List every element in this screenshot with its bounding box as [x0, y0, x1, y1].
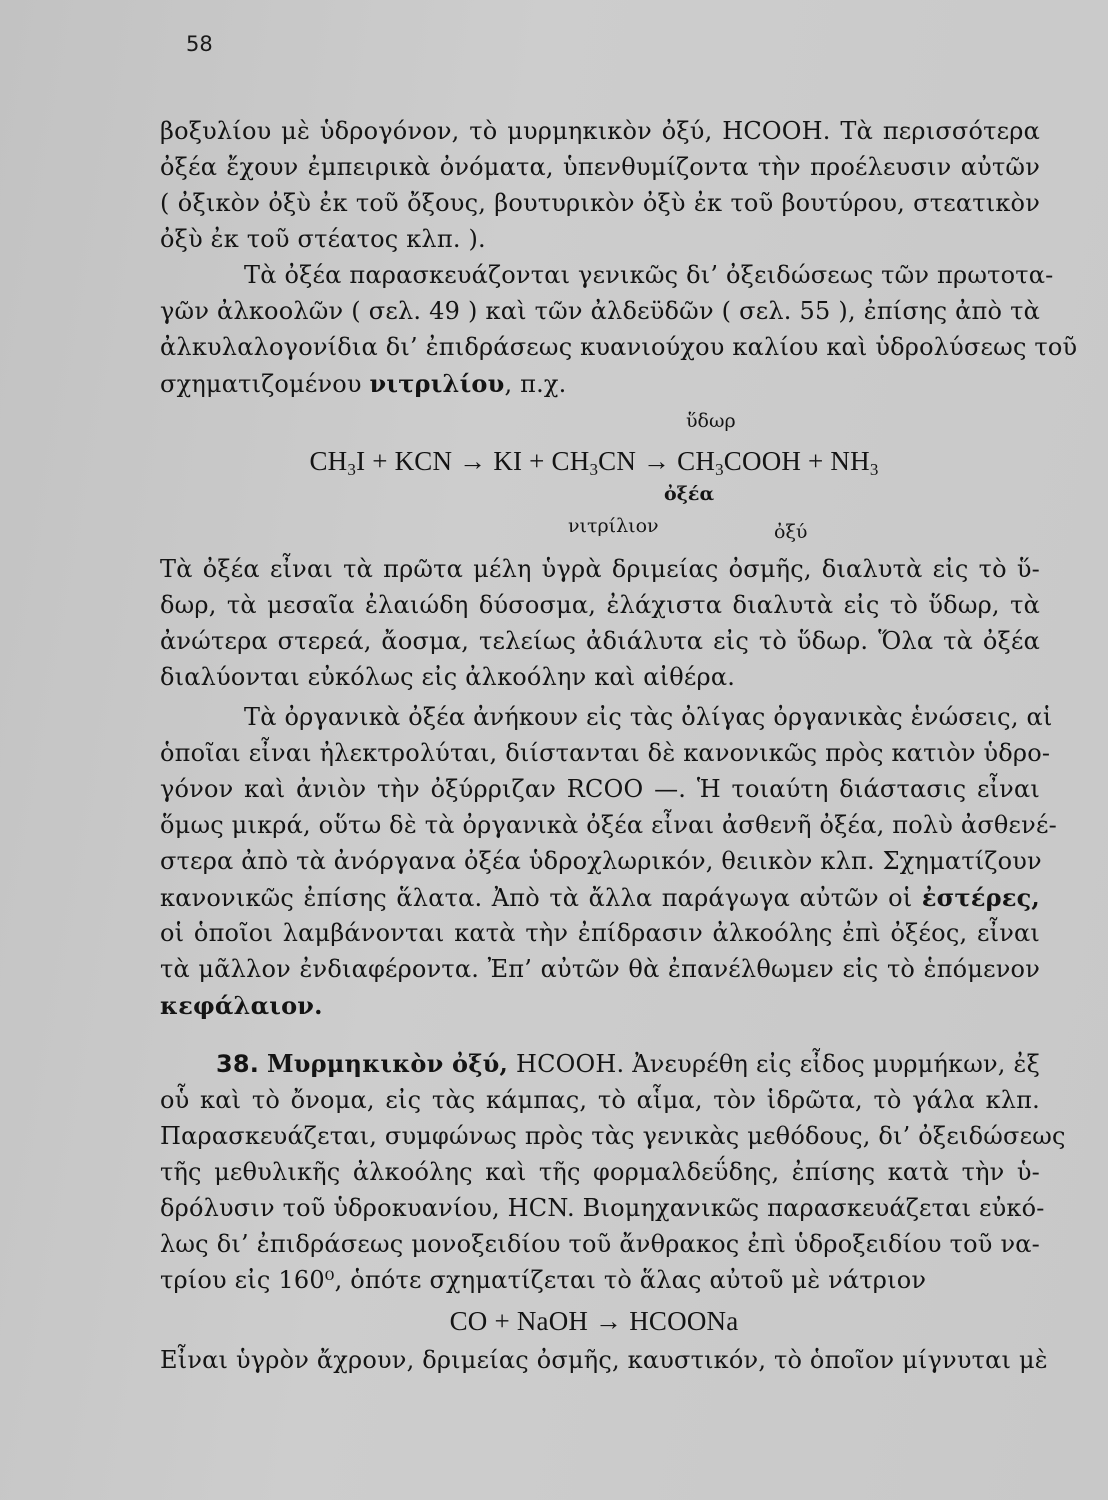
- equation-label-water: ὕδωρ: [686, 410, 736, 432]
- text-line: σχηματιζομένου νιτριλίου, π.χ.: [160, 369, 567, 398]
- equation-label-acid: ὀξύ: [774, 521, 808, 543]
- text-line: ὀξὺ ἐκ τοῦ στέατος κλπ. ).: [160, 225, 486, 253]
- term-nitrile: νιτριλίου: [369, 369, 505, 398]
- text-line: ὀξέα ἔχουν ἐμπειρικὰ ὀνόματα, ὑπενθυμίζοντα τὴν προέλευσιν αὐτῶν: [160, 153, 1040, 181]
- text-line: οἱ ὁποῖοι λαμβάνονται κατὰ τὴν ἐπίδρασιν ἀλκοόλης ἐπὶ ὀξέος, εἶναι: [160, 919, 1040, 947]
- text-line: διαλύονται εὐκόλως εἰς ἀλκοόλην καὶ αἰθέρα.: [160, 663, 736, 691]
- text-line: ἀνώτερα στερεά, ἄοσμα, τελείως ἀδιάλυτα εἰς τὸ ὕδωρ. Ὅλα τὰ ὀξέα: [160, 627, 1040, 655]
- text-line: οὗ καὶ τὸ ὄνομα, εἰς τὰς κάμπας, τὸ αἷμα, τὸν ἱδρῶτα, τὸ γάλα κλπ.: [160, 1086, 1040, 1114]
- equation-label-nitrile: νιτρίλιον: [568, 515, 659, 537]
- section-number: 38.: [216, 1050, 260, 1078]
- text-line: ὅμως μικρά, οὕτω δὲ τὰ ὀργανικὰ ὀξέα εἶναι ἀσθενῆ ὀξέα, πολὺ ἀσθενέ-: [160, 811, 1057, 839]
- text-line: κανονικῶς ἐπίσης ἅλατα. Ἀπὸ τὰ ἄλλα παράγωγα αὐτῶν οἱ ἐστέρες,: [160, 883, 1040, 912]
- text-line: γῶν ἀλκοολῶν ( σελ. 49 ) καὶ τῶν ἀλδεϋδῶν ( σελ. 55 ), ἐπίσης ἀπὸ τὰ: [160, 297, 1040, 325]
- text-line: δωρ, τὰ μεσαῖα ἐλαιώδη δύσοσμα, ἐλάχιστα διαλυτὰ εἰς τὸ ὕδωρ, τὰ: [160, 591, 1040, 619]
- text-line: βοξυλίου μὲ ὑδρογόνον, τὸ μυρμηκικὸν ὀξύ, HCOOH. Τὰ περισσότερα: [160, 117, 1040, 145]
- text-line: στερα ἀπὸ τὰ ἀνόργανα ὀξέα ὑδροχλωρικόν, θειικὸν κλπ. Σχηματίζουν: [160, 847, 1042, 875]
- text-line: τὰ μᾶλλον ἐνδιαφέροντα. Ἐπ’ αὐτῶν θὰ ἐπανέλθωμεν εἰς τὸ ἑπόμενον: [160, 955, 1040, 983]
- text-line: ὁποῖαι εἶναι ἠλεκτρολύται, διίστανται δὲ κανονικῶς πρὸς κατιὸν ὑδρο-: [160, 739, 1051, 767]
- text-line: Τὰ ὀργανικὰ ὀξέα ἀνήκουν εἰς τὰς ὀλίγας ὀργανικὰς ἑνώσεις, αἱ: [244, 703, 1053, 731]
- chemical-equation-1: $CH_3I$ + KCN → KI + $CH_3CN$ → $CH_3COOH + NH_3$: [309, 446, 879, 479]
- text-line: δρόλυσιν τοῦ ὑδροκυανίου, HCN. Βιομηχανικῶς παρασκευάζεται εὐκό-: [160, 1194, 1045, 1222]
- text-line: Εἶναι ὑγρὸν ἄχρουν, δριμείας ὀσμῆς, καυστικόν, τὸ ὁποῖον μίγνυται μὲ: [160, 1346, 1048, 1374]
- page-number: 58: [186, 32, 213, 56]
- term-esters: ἐστέρες,: [921, 883, 1040, 912]
- section-heading: 38. Μυρμηκικὸν ὀξύ, HCOOH. Ἀνευρέθη εἰς εἶδος μυρμήκων, ἐξ: [216, 1049, 1040, 1078]
- text-line: κεφάλαιον.: [160, 991, 323, 1020]
- text-line: γόνον καὶ ἀνιὸν τὴν ὀξύρριζαν RCOO —. Ἡ τοιαύτη διάστασις εἶναι: [160, 775, 1040, 803]
- text-line: τῆς μεθυλικῆς ἀλκοόλης καὶ τῆς φορμαλδεΰδης, ἐπίσης κατὰ τὴν ὑ-: [160, 1158, 1040, 1186]
- text-line: Παρασκευάζεται, συμφώνως πρὸς τὰς γενικὰς μεθόδους, δι’ ὀξειδώσεως: [160, 1122, 1066, 1150]
- text-line: ἀλκυλαλογονίδια δι’ ἐπιδράσεως κυανιούχου καλίου καὶ ὑδρολύσεως τοῦ: [160, 333, 1078, 361]
- chemical-equation-2: CO + NaOH → HCOONa: [449, 1306, 739, 1336]
- text-line: Τὰ ὀξέα παρασκευάζονται γενικῶς δι’ ὀξειδώσεως τῶν πρωτοτα-: [244, 261, 1054, 289]
- equation-label-acids: ὀξέα: [664, 483, 715, 505]
- text-line: ( ὀξικὸν ὀξὺ ἐκ τοῦ ὄξους, βουτυρικὸν ὀξὺ ἐκ τοῦ βουτύρου, στεατικὸν: [160, 189, 1040, 217]
- section-title: Μυρμηκικὸν ὀξύ,: [267, 1049, 509, 1078]
- text-line: λως δι’ ἐπιδράσεως μονοξειδίου τοῦ ἄνθρακος ἐπὶ ὑδροξειδίου τοῦ να-: [160, 1230, 1040, 1258]
- text-line: Τὰ ὀξέα εἶναι τὰ πρῶτα μέλη ὑγρὰ δριμείας ὀσμῆς, διαλυτὰ εἰς τὸ ὕ-: [160, 555, 1040, 583]
- text-line: τρίου εἰς 160⁰, ὁπότε σχηματίζεται τὸ ἅλας αὐτοῦ μὲ νάτριον: [160, 1266, 927, 1294]
